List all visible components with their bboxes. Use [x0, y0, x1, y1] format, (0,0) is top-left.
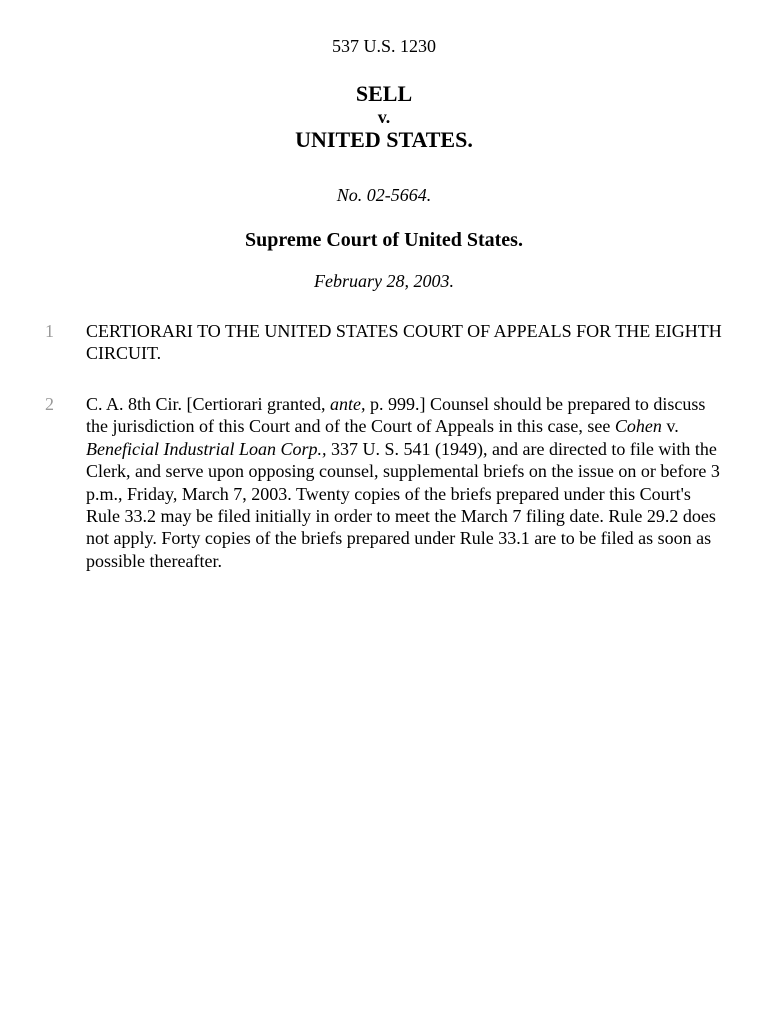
petitioner-name: SELL [355, 81, 413, 106]
case-name-italic: Cohen [614, 416, 662, 437]
paragraph-text: CERTIORARI TO THE UNITED STATES COURT OF APPEALS FOR THE EIGHTH CIRCUIT. [86, 321, 722, 364]
text-run: p. 999.] Counsel should be prepared to discuss the jurisdiction of this Court and of the Court of Appeals in this case, see [86, 394, 706, 437]
respondent-name: UNITED STATES. [295, 127, 473, 152]
reporter-citation: 537 U.S. 1230 [331, 36, 436, 56]
docket-number: No. 02-5664. [336, 185, 432, 205]
case-name-italic: Beneficial Industrial Loan Corp., [86, 438, 327, 459]
italic-run: ante, [329, 394, 366, 414]
versus-label: v. [377, 107, 391, 127]
paragraph-number: 1 [45, 321, 54, 341]
paragraph-number: 2 [45, 394, 54, 414]
decision-date: February 28, 2003. [314, 271, 454, 291]
text-run: v. [661, 416, 679, 437]
paragraph-text [86, 393, 726, 572]
text-run: 337 U. S. 541 (1949), and are directed to file with the Clerk, and serve upon opposing counsel, supplemental briefs on the issue on or before 3 p.m., Friday, March 7, 2003. Twenty copies of the briefs prepared under this Court's Rule 33.2 may be filed initially in order to meet the March 7 filing date. Rule 29.2 does not apply. Forty copies of the briefs prepared under Rule 33.1 are to be filed as soon as possible thereafter. [86, 438, 720, 571]
court-name: Supreme Court of United States. [245, 229, 523, 251]
text-run: C. A. 8th Cir. [Certiorari granted, [86, 394, 330, 414]
case-title [0, 81, 768, 153]
